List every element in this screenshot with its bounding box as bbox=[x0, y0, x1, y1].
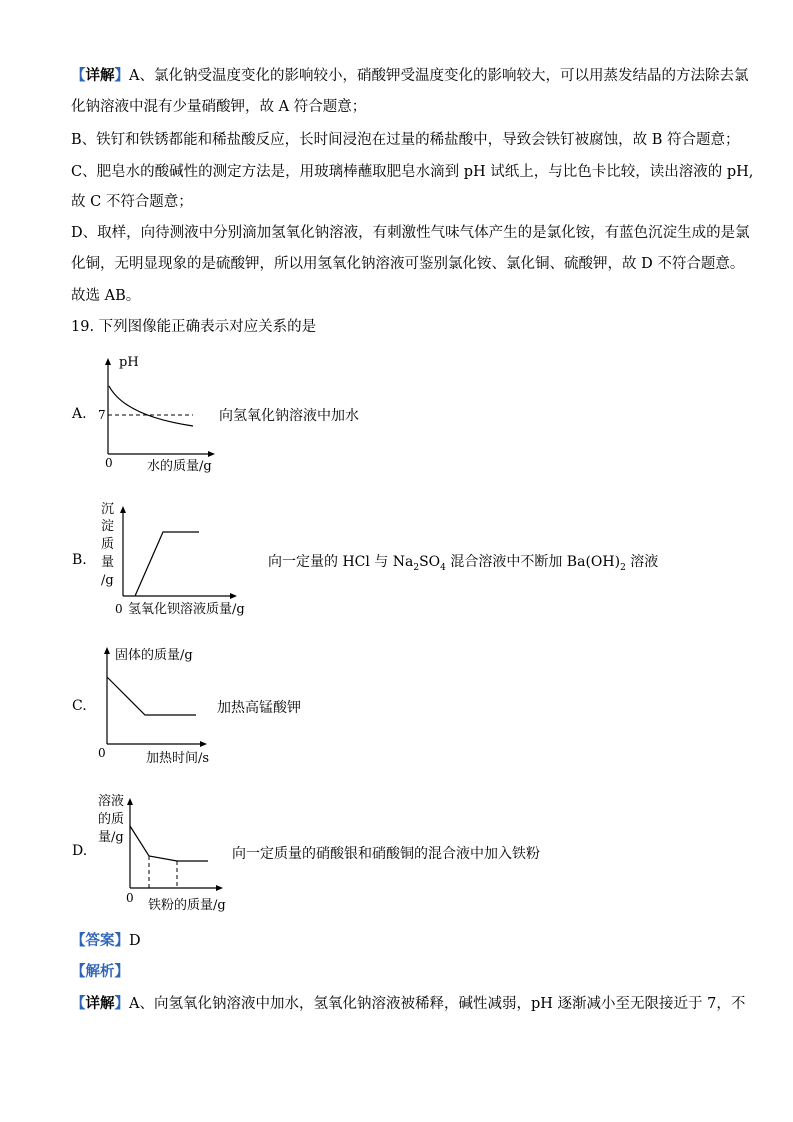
explain-prev-line-6: D、取样，向待测液中分别滴加氢氧化钠溶液，有刺激性气味气体产生的是氯化铵，有蓝色沉淀生成的是氯 bbox=[71, 225, 750, 241]
explain-bracket-open: 【 bbox=[71, 995, 86, 1012]
option-b-desc bbox=[268, 551, 658, 573]
answer-bracket-close: 】 bbox=[114, 932, 129, 949]
option-b-origin: 0 bbox=[115, 602, 123, 616]
analysis-tag: 解析 bbox=[85, 963, 115, 980]
option-b-ylabel-5: /g bbox=[101, 573, 114, 588]
option-c-desc: 加热高锰酸钾 bbox=[217, 700, 301, 716]
option-d-ylabel-1: 溶液 bbox=[98, 794, 125, 809]
answer-bracket-open: 【 bbox=[71, 932, 86, 949]
option-d-desc: 向一定质量的硝酸银和硝酸铜的混合液中加入铁粉 bbox=[232, 846, 540, 862]
option-a-chart bbox=[85, 346, 225, 476]
option-b-ylabel-4: 量 bbox=[101, 555, 115, 570]
option-b-ylabel-2: 淀 bbox=[101, 519, 115, 534]
option-d-origin: 0 bbox=[126, 891, 134, 905]
option-b-desc-pre: 向一定量的 HCl 与 Na bbox=[268, 554, 414, 570]
explain-prev-line-2: 化钠溶液中混有少量硝酸钾，故 A 符合题意； bbox=[71, 99, 367, 115]
option-c-y-arrow bbox=[104, 647, 110, 654]
answer-value: D bbox=[129, 933, 141, 949]
option-d-ylabel-2: 的质 bbox=[98, 812, 125, 827]
option-b-curve bbox=[135, 532, 199, 596]
analysis-bracket-close: 】 bbox=[114, 963, 129, 980]
explain-prev-line-3: B、铁钉和铁锈都能和稀盐酸反应，长时间浸泡在过量的稀盐酸中，导致会铁钉被腐蚀，故 B 符合题意； bbox=[71, 132, 740, 148]
option-b-desc-sub3: 2 bbox=[620, 562, 626, 573]
explain-bracket-close: 】 bbox=[114, 995, 129, 1012]
explain-prev-text-1: A、氯化钠受温度变化的影响较小，硝酸钾受温度变化的影响较大，可以用蒸发结晶的方法除去氯 bbox=[129, 68, 749, 84]
answer-tag: 答案 bbox=[85, 932, 115, 949]
option-a-desc: 向氢氧化钠溶液中加水 bbox=[219, 408, 359, 424]
question-stem bbox=[71, 317, 316, 337]
bracket-close: 】 bbox=[114, 67, 129, 84]
analysis-bracket-open: 【 bbox=[71, 963, 86, 980]
answer-line bbox=[71, 931, 141, 951]
option-a-curve bbox=[109, 386, 193, 426]
option-a-y-arrow bbox=[105, 358, 111, 365]
bracket-open: 【 bbox=[71, 67, 86, 84]
option-a-origin: 0 bbox=[105, 456, 113, 470]
option-a-ref-tick: 7 bbox=[98, 408, 106, 422]
option-d-xlabel: 铁粉的质量/g bbox=[148, 898, 226, 913]
explain-text: A、向氢氧化钠溶液中加水，氢氧化钠溶液被稀释，碱性减弱，pH 逐渐减小至无限接近于 7，不 bbox=[129, 996, 746, 1012]
option-c-origin: 0 bbox=[98, 746, 106, 760]
option-c-ylabel: 固体的质量/g bbox=[115, 648, 193, 663]
option-b-label: B. bbox=[72, 552, 87, 568]
option-b-desc-sub1: 2 bbox=[413, 562, 420, 573]
option-d-y-arrow bbox=[127, 798, 133, 805]
option-c-label: C. bbox=[72, 698, 87, 714]
option-a-ylabel: pH bbox=[119, 355, 139, 370]
option-c-xlabel: 加热时间/s bbox=[146, 751, 210, 766]
option-b-chart bbox=[95, 497, 265, 622]
option-b-x-arrow bbox=[230, 593, 237, 599]
option-b-desc-mid2: 混合溶液中不断加 Ba(OH) bbox=[445, 554, 621, 570]
option-b-y-arrow bbox=[120, 506, 126, 513]
explain-prev-line-7: 化铜，无明显现象的是硫酸钾，所以用氢氧化钠溶液可鉴别氯化铵、氯化铜、硫酸钾，故 D 不符合题意。 bbox=[71, 256, 745, 272]
option-c-curve bbox=[107, 677, 196, 715]
explain-tag: 详解 bbox=[85, 995, 115, 1012]
option-d-ylabel-3: 量/g bbox=[98, 830, 124, 845]
explain-prev-tag: 详解 bbox=[85, 67, 115, 84]
option-a-label: A. bbox=[72, 406, 87, 422]
option-a-x-arrow bbox=[208, 451, 215, 457]
option-c-chart bbox=[90, 640, 220, 770]
option-b-desc-mid: SO bbox=[419, 554, 441, 570]
option-b-desc-post: 溶液 bbox=[625, 554, 659, 570]
option-d-chart bbox=[95, 787, 245, 915]
question-number: 19. bbox=[71, 319, 95, 335]
option-b-desc-sub2: 4 bbox=[440, 562, 446, 573]
analysis-line bbox=[71, 962, 129, 982]
option-d-label: D. bbox=[72, 843, 88, 859]
explain-prev-line-5: 故 C 不符合题意； bbox=[71, 194, 193, 210]
option-b-ylabel-3: 质 bbox=[101, 537, 115, 552]
explain-prev-line-4: C、肥皂水的酸碱性的测定方法是，用玻璃棒蘸取肥皂水滴到 pH 试纸上，与比色卡比较，读出溶液的 pH, bbox=[71, 164, 754, 180]
explain-prev-line-1 bbox=[71, 66, 748, 86]
explain-line bbox=[71, 994, 745, 1014]
question-text: 下列图像能正确表示对应关系的是 bbox=[98, 319, 317, 335]
option-b-ylabel-1: 沉 bbox=[101, 502, 115, 517]
option-b-xlabel: 氢氧化钡溶液质量/g bbox=[128, 602, 245, 617]
option-c-x-arrow bbox=[200, 741, 207, 747]
option-a-xlabel: 水的质量/g bbox=[147, 459, 212, 474]
explain-prev-line-8: 故选 AB。 bbox=[71, 288, 141, 304]
option-d-x-arrow bbox=[216, 885, 223, 891]
option-d-curve bbox=[130, 826, 208, 861]
